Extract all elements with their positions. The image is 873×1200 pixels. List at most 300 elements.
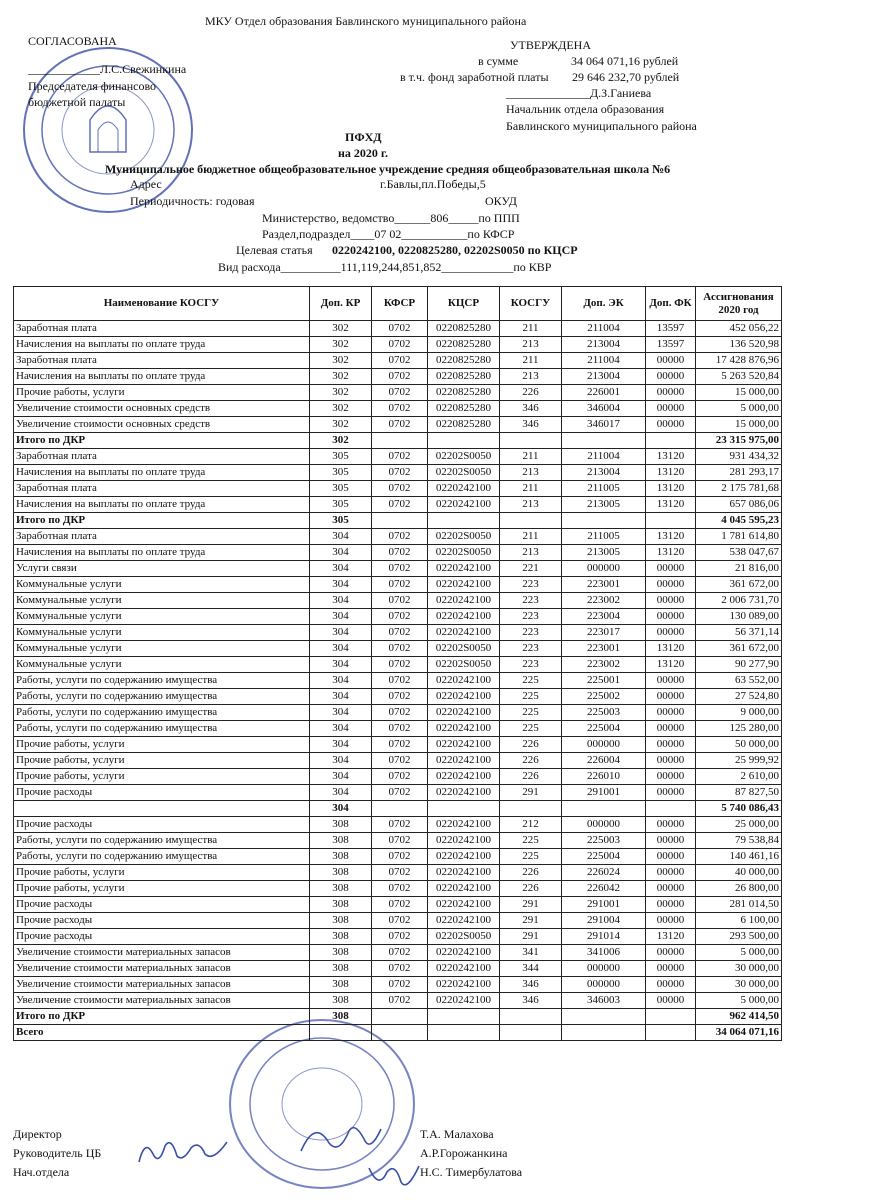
cell-sum: 136 520,98 <box>696 337 782 353</box>
cell-kfsr: 0702 <box>372 721 428 737</box>
target-value: 0220242100, 0220825280, 02202S0050 по КЦСР <box>332 243 578 257</box>
cell-sum: 40 000,00 <box>696 865 782 881</box>
cell-kosgu <box>500 801 562 817</box>
head-title-2: Бавлинского муниципального района <box>506 119 697 133</box>
cell-kr: 302 <box>310 417 372 433</box>
cell-sum: 5 000,00 <box>696 993 782 1009</box>
cell-kosgu: 341 <box>500 945 562 961</box>
cell-kfsr <box>372 433 428 449</box>
cell-kosgu: 226 <box>500 737 562 753</box>
sum-label: в сумме <box>478 54 519 68</box>
cell-kcsr: 02202S0050 <box>428 529 500 545</box>
table-row <box>14 897 782 913</box>
cell-kosgu: 225 <box>500 705 562 721</box>
cell-sum: 63 552,00 <box>696 673 782 689</box>
header-kcsr: КЦСР <box>428 287 500 321</box>
cell-ek: 341006 <box>562 945 646 961</box>
cell-kcsr: 0220242100 <box>428 561 500 577</box>
ministry-line: Министерство, ведомство______806_____по ППП <box>262 211 520 225</box>
cell-fk: 13597 <box>646 337 696 353</box>
cell-kfsr: 0702 <box>372 897 428 913</box>
table-row <box>14 497 782 513</box>
cell-fk: 00000 <box>646 753 696 769</box>
cell-ek: 211004 <box>562 449 646 465</box>
cell-name: Коммунальные услуги <box>14 641 310 657</box>
expense-line: Вид расхода__________111,119,244,851,852____________по КВР <box>218 260 552 274</box>
fund-value: 29 646 232,70 рублей <box>572 70 680 84</box>
table-header-row <box>14 287 782 321</box>
cell-fk: 13120 <box>646 481 696 497</box>
cell-fk: 13120 <box>646 465 696 481</box>
cell-fk: 13120 <box>646 657 696 673</box>
table-row <box>14 753 782 769</box>
cell-kosgu: 226 <box>500 753 562 769</box>
cell-sum: 293 500,00 <box>696 929 782 945</box>
cell-ek: 211004 <box>562 321 646 337</box>
cell-ek: 213005 <box>562 545 646 561</box>
cb-name: А.Р.Горожанкина <box>420 1146 508 1160</box>
cell-kr: 304 <box>310 657 372 673</box>
cell-kosgu: 226 <box>500 881 562 897</box>
cell-ek: 346017 <box>562 417 646 433</box>
cell-kfsr: 0702 <box>372 993 428 1009</box>
cell-kosgu: 221 <box>500 561 562 577</box>
cell-kfsr: 0702 <box>372 609 428 625</box>
cell-sum: 361 672,00 <box>696 641 782 657</box>
table-row <box>14 865 782 881</box>
cell-kfsr: 0702 <box>372 385 428 401</box>
budget-table <box>13 286 782 1041</box>
cell-name: Заработная плата <box>14 481 310 497</box>
cell-kosgu: 223 <box>500 609 562 625</box>
address-value: г.Бавлы,пл.Победы,5 <box>380 177 486 191</box>
cell-kcsr: 02202S0050 <box>428 929 500 945</box>
cell-name: Работы, услуги по содержанию имущества <box>14 833 310 849</box>
cell-sum: 23 315 975,00 <box>696 433 782 449</box>
cell-sum: 361 672,00 <box>696 577 782 593</box>
cell-ek: 000000 <box>562 977 646 993</box>
cell-kosgu: 346 <box>500 993 562 1009</box>
cell-fk: 00000 <box>646 721 696 737</box>
cell-kcsr: 0220825280 <box>428 353 500 369</box>
cell-kcsr: 0220242100 <box>428 737 500 753</box>
cell-kfsr: 0702 <box>372 545 428 561</box>
cell-kcsr: 02202S0050 <box>428 449 500 465</box>
cell-kosgu <box>500 1025 562 1041</box>
table-row <box>14 993 782 1009</box>
cell-ek: 223002 <box>562 657 646 673</box>
cell-kosgu: 211 <box>500 321 562 337</box>
cell-name: Заработная плата <box>14 321 310 337</box>
cell-kfsr: 0702 <box>372 593 428 609</box>
cell-kcsr: 0220242100 <box>428 913 500 929</box>
cell-ek <box>562 513 646 529</box>
cell-sum: 15 000,00 <box>696 417 782 433</box>
header-dop-fk: Доп. ФК <box>646 287 696 321</box>
cell-ek: 346003 <box>562 993 646 1009</box>
header-dop-ek: Доп. ЭК <box>562 287 646 321</box>
cell-ek <box>562 1009 646 1025</box>
cell-kosgu: 211 <box>500 353 562 369</box>
cell-name: Работы, услуги по содержанию имущества <box>14 673 310 689</box>
table-row <box>14 593 782 609</box>
cell-kr: 308 <box>310 945 372 961</box>
address-label: Адрес <box>130 177 162 191</box>
cell-name: Начисления на выплаты по оплате труда <box>14 465 310 481</box>
table-row <box>14 385 782 401</box>
cell-kosgu: 223 <box>500 657 562 673</box>
table-row <box>14 401 782 417</box>
cell-kcsr: 02202S0050 <box>428 657 500 673</box>
cell-fk: 00000 <box>646 849 696 865</box>
cell-kfsr: 0702 <box>372 913 428 929</box>
cell-kfsr: 0702 <box>372 481 428 497</box>
cell-fk: 00000 <box>646 689 696 705</box>
cell-kfsr: 0702 <box>372 321 428 337</box>
cell-kcsr: 0220242100 <box>428 817 500 833</box>
cell-ek: 000000 <box>562 961 646 977</box>
cell-kosgu: 225 <box>500 849 562 865</box>
table-row <box>14 977 782 993</box>
cell-kcsr: 0220242100 <box>428 977 500 993</box>
cell-name: Прочие расходы <box>14 897 310 913</box>
subtotal-row <box>14 513 782 529</box>
cell-fk: 00000 <box>646 945 696 961</box>
cell-fk <box>646 513 696 529</box>
cell-kfsr: 0702 <box>372 401 428 417</box>
table-row <box>14 577 782 593</box>
cell-kfsr: 0702 <box>372 849 428 865</box>
cell-ek: 225003 <box>562 833 646 849</box>
table-row <box>14 849 782 865</box>
cell-sum: 25 000,00 <box>696 817 782 833</box>
cell-sum: 15 000,00 <box>696 385 782 401</box>
svezhinkina-signature-line: ____________Л.С.Свежинкина <box>28 62 187 76</box>
cell-fk: 00000 <box>646 561 696 577</box>
cell-sum: 90 277,90 <box>696 657 782 673</box>
cell-ek: 226010 <box>562 769 646 785</box>
cell-kr: 304 <box>310 721 372 737</box>
cell-kfsr: 0702 <box>372 817 428 833</box>
finance-title-2: бюджетной палаты <box>28 95 126 109</box>
cell-kosgu <box>500 433 562 449</box>
header-kosgu: КОСГУ <box>500 287 562 321</box>
cell-ek: 223004 <box>562 609 646 625</box>
subtotal-row <box>14 433 782 449</box>
cell-kr: 302 <box>310 321 372 337</box>
cell-fk: 00000 <box>646 417 696 433</box>
cell-kosgu: 213 <box>500 545 562 561</box>
cell-fk: 00000 <box>646 737 696 753</box>
table-row <box>14 369 782 385</box>
table-row <box>14 417 782 433</box>
cell-kfsr: 0702 <box>372 769 428 785</box>
doc-year: на 2020 г. <box>338 146 389 160</box>
cell-name: Коммунальные услуги <box>14 609 310 625</box>
cell-kfsr: 0702 <box>372 673 428 689</box>
cell-kfsr: 0702 <box>372 689 428 705</box>
cell-sum: 931 434,32 <box>696 449 782 465</box>
cell-name: Прочие работы, услуги <box>14 769 310 785</box>
table-row <box>14 785 782 801</box>
cell-kr: 304 <box>310 785 372 801</box>
cell-ek: 291001 <box>562 897 646 913</box>
cell-fk: 00000 <box>646 769 696 785</box>
cell-name: Заработная плата <box>14 449 310 465</box>
cell-name: Итого по ДКР <box>14 433 310 449</box>
table-row <box>14 561 782 577</box>
doc-title: ПФХД <box>345 130 382 144</box>
table-row <box>14 881 782 897</box>
subtotal-row <box>14 1009 782 1025</box>
org-name: МКУ Отдел образования Бавлинского муниципального района <box>205 14 527 28</box>
cell-sum: 2 175 781,68 <box>696 481 782 497</box>
cell-kosgu <box>500 1009 562 1025</box>
cell-kr: 308 <box>310 865 372 881</box>
cell-sum: 281 014,50 <box>696 897 782 913</box>
cell-kr: 302 <box>310 369 372 385</box>
cell-kosgu: 225 <box>500 833 562 849</box>
cell-kr: 302 <box>310 401 372 417</box>
cell-kosgu: 291 <box>500 897 562 913</box>
cell-kcsr: 0220242100 <box>428 785 500 801</box>
cell-name: Увеличение стоимости материальных запасов <box>14 961 310 977</box>
cell-fk: 00000 <box>646 609 696 625</box>
cell-kcsr: 0220242100 <box>428 705 500 721</box>
cell-name: Работы, услуги по содержанию имущества <box>14 849 310 865</box>
cell-kcsr: 0220242100 <box>428 849 500 865</box>
cell-kcsr <box>428 433 500 449</box>
cell-kcsr: 0220825280 <box>428 417 500 433</box>
cell-ek: 346004 <box>562 401 646 417</box>
table-row <box>14 641 782 657</box>
cell-kosgu: 223 <box>500 593 562 609</box>
cell-fk <box>646 433 696 449</box>
cell-ek <box>562 433 646 449</box>
cell-ek: 223001 <box>562 577 646 593</box>
cell-sum: 17 428 876,96 <box>696 353 782 369</box>
cell-kosgu <box>500 513 562 529</box>
table-row <box>14 625 782 641</box>
ganieva-signature-line: ______________Д.З.Ганиева <box>506 86 652 100</box>
cell-kr: 304 <box>310 689 372 705</box>
cell-sum: 5 740 086,43 <box>696 801 782 817</box>
cell-kosgu: 226 <box>500 865 562 881</box>
table-row <box>14 769 782 785</box>
cell-kr: 302 <box>310 433 372 449</box>
cell-kcsr: 0220242100 <box>428 497 500 513</box>
cell-ek: 225002 <box>562 689 646 705</box>
cell-kfsr: 0702 <box>372 737 428 753</box>
cell-name: Прочие работы, услуги <box>14 753 310 769</box>
cell-kr <box>310 1025 372 1041</box>
institution-name: Муниципальное бюджетное общеобразовательное учреждение средняя общеобразовательная школа №6 <box>105 162 671 176</box>
dept-name: Н.С. Тимербулатова <box>420 1165 523 1179</box>
cell-kr: 308 <box>310 929 372 945</box>
cell-sum: 26 800,00 <box>696 881 782 897</box>
cell-name: Прочие работы, услуги <box>14 881 310 897</box>
cell-fk: 13120 <box>646 449 696 465</box>
cell-kcsr <box>428 1009 500 1025</box>
cell-fk: 00000 <box>646 705 696 721</box>
cell-ek: 211005 <box>562 481 646 497</box>
table-row <box>14 929 782 945</box>
cell-kosgu: 346 <box>500 977 562 993</box>
cell-sum: 1 781 614,80 <box>696 529 782 545</box>
cell-fk: 00000 <box>646 401 696 417</box>
cell-kr: 304 <box>310 625 372 641</box>
cell-kosgu: 223 <box>500 577 562 593</box>
cell-kfsr: 0702 <box>372 865 428 881</box>
subtotal-row <box>14 1025 782 1041</box>
cell-sum: 27 524,80 <box>696 689 782 705</box>
cell-ek: 291014 <box>562 929 646 945</box>
cell-kr: 308 <box>310 913 372 929</box>
cell-kr: 308 <box>310 849 372 865</box>
table-row <box>14 529 782 545</box>
cell-kr: 304 <box>310 705 372 721</box>
cell-name: Коммунальные услуги <box>14 657 310 673</box>
cell-kr: 305 <box>310 513 372 529</box>
cell-name: Начисления на выплаты по оплате труда <box>14 337 310 353</box>
cell-kcsr: 0220242100 <box>428 833 500 849</box>
cell-name: Прочие расходы <box>14 929 310 945</box>
cell-name: Прочие расходы <box>14 913 310 929</box>
cell-kcsr: 0220242100 <box>428 609 500 625</box>
cell-kr: 304 <box>310 561 372 577</box>
cell-sum: 2 610,00 <box>696 769 782 785</box>
cell-kcsr: 0220242100 <box>428 865 500 881</box>
cell-name: Работы, услуги по содержанию имущества <box>14 689 310 705</box>
cell-sum: 538 047,67 <box>696 545 782 561</box>
cell-kr: 308 <box>310 961 372 977</box>
cell-kosgu: 225 <box>500 673 562 689</box>
cell-name: Работы, услуги по содержанию имущества <box>14 721 310 737</box>
cell-kcsr: 02202S0050 <box>428 545 500 561</box>
cell-kfsr: 0702 <box>372 657 428 673</box>
cell-ek: 226024 <box>562 865 646 881</box>
cell-kfsr: 0702 <box>372 337 428 353</box>
okud-label: ОКУД <box>485 194 517 208</box>
cell-name: Всего <box>14 1025 310 1041</box>
cell-kfsr <box>372 1025 428 1041</box>
table-row <box>14 945 782 961</box>
cell-kr: 304 <box>310 641 372 657</box>
cell-name: Увеличение стоимости материальных запасов <box>14 945 310 961</box>
cell-kfsr <box>372 513 428 529</box>
cell-sum: 281 293,17 <box>696 465 782 481</box>
cell-fk: 00000 <box>646 385 696 401</box>
cell-kfsr: 0702 <box>372 641 428 657</box>
table-row <box>14 465 782 481</box>
cell-kcsr: 0220242100 <box>428 673 500 689</box>
cell-kosgu: 211 <box>500 449 562 465</box>
cell-kr: 308 <box>310 977 372 993</box>
cell-kfsr <box>372 1009 428 1025</box>
cell-kcsr <box>428 1025 500 1041</box>
cell-fk: 00000 <box>646 577 696 593</box>
cell-name: Услуги связи <box>14 561 310 577</box>
cell-kosgu: 291 <box>500 785 562 801</box>
cell-kcsr: 02202S0050 <box>428 641 500 657</box>
header-kosgu-name: Наименование КОСГУ <box>14 287 310 321</box>
cell-name: Прочие работы, услуги <box>14 865 310 881</box>
fund-label: в т.ч. фонд заработной платы <box>400 70 549 84</box>
cell-kcsr: 0220242100 <box>428 961 500 977</box>
table-row <box>14 705 782 721</box>
cell-fk: 00000 <box>646 881 696 897</box>
cell-sum: 79 538,84 <box>696 833 782 849</box>
cell-name: Работы, услуги по содержанию имущества <box>14 705 310 721</box>
cell-sum: 5 000,00 <box>696 945 782 961</box>
cell-ek: 000000 <box>562 561 646 577</box>
cell-sum: 125 280,00 <box>696 721 782 737</box>
cell-kr: 304 <box>310 593 372 609</box>
cell-name: Прочие работы, услуги <box>14 737 310 753</box>
cell-fk <box>646 1009 696 1025</box>
cell-kr: 302 <box>310 385 372 401</box>
cell-fk: 00000 <box>646 817 696 833</box>
cell-name: Прочие работы, услуги <box>14 385 310 401</box>
cell-kr: 308 <box>310 817 372 833</box>
cell-name: Прочие расходы <box>14 817 310 833</box>
cell-ek <box>562 1025 646 1041</box>
cell-kfsr: 0702 <box>372 961 428 977</box>
cell-ek: 213005 <box>562 497 646 513</box>
cell-sum: 34 064 071,16 <box>696 1025 782 1041</box>
cell-kcsr: 0220825280 <box>428 321 500 337</box>
cell-ek: 211004 <box>562 353 646 369</box>
cell-kosgu: 346 <box>500 401 562 417</box>
table-row <box>14 449 782 465</box>
cell-kr: 308 <box>310 881 372 897</box>
cell-kfsr: 0702 <box>372 417 428 433</box>
cell-fk <box>646 801 696 817</box>
cell-fk: 13597 <box>646 321 696 337</box>
periodicity: Периодичность: годовая <box>130 194 255 208</box>
cell-fk: 13120 <box>646 641 696 657</box>
cell-fk: 00000 <box>646 993 696 1009</box>
cell-fk: 13120 <box>646 545 696 561</box>
director-name: Т.А. Малахова <box>420 1127 494 1141</box>
header-assignations-label: Ассигнования <box>703 290 774 303</box>
cell-kr: 302 <box>310 353 372 369</box>
cell-kfsr: 0702 <box>372 833 428 849</box>
cell-sum: 130 089,00 <box>696 609 782 625</box>
table-row <box>14 337 782 353</box>
cell-name: Увеличение стоимости основных средств <box>14 417 310 433</box>
cell-ek: 225003 <box>562 705 646 721</box>
cell-kcsr: 02202S0050 <box>428 465 500 481</box>
cell-fk: 00000 <box>646 833 696 849</box>
cell-sum: 6 100,00 <box>696 913 782 929</box>
cell-ek: 223017 <box>562 625 646 641</box>
cell-ek: 000000 <box>562 737 646 753</box>
cell-kcsr <box>428 801 500 817</box>
cell-kr: 304 <box>310 673 372 689</box>
cell-fk: 00000 <box>646 593 696 609</box>
cell-kosgu: 344 <box>500 961 562 977</box>
cell-sum: 30 000,00 <box>696 977 782 993</box>
cell-kosgu: 223 <box>500 641 562 657</box>
finance-title-1: Председателя финансово <box>28 79 157 93</box>
cell-ek: 223002 <box>562 593 646 609</box>
table-row <box>14 737 782 753</box>
cell-kcsr: 0220825280 <box>428 369 500 385</box>
cell-name: Коммунальные услуги <box>14 577 310 593</box>
cell-ek: 211005 <box>562 529 646 545</box>
cell-kcsr: 0220242100 <box>428 753 500 769</box>
